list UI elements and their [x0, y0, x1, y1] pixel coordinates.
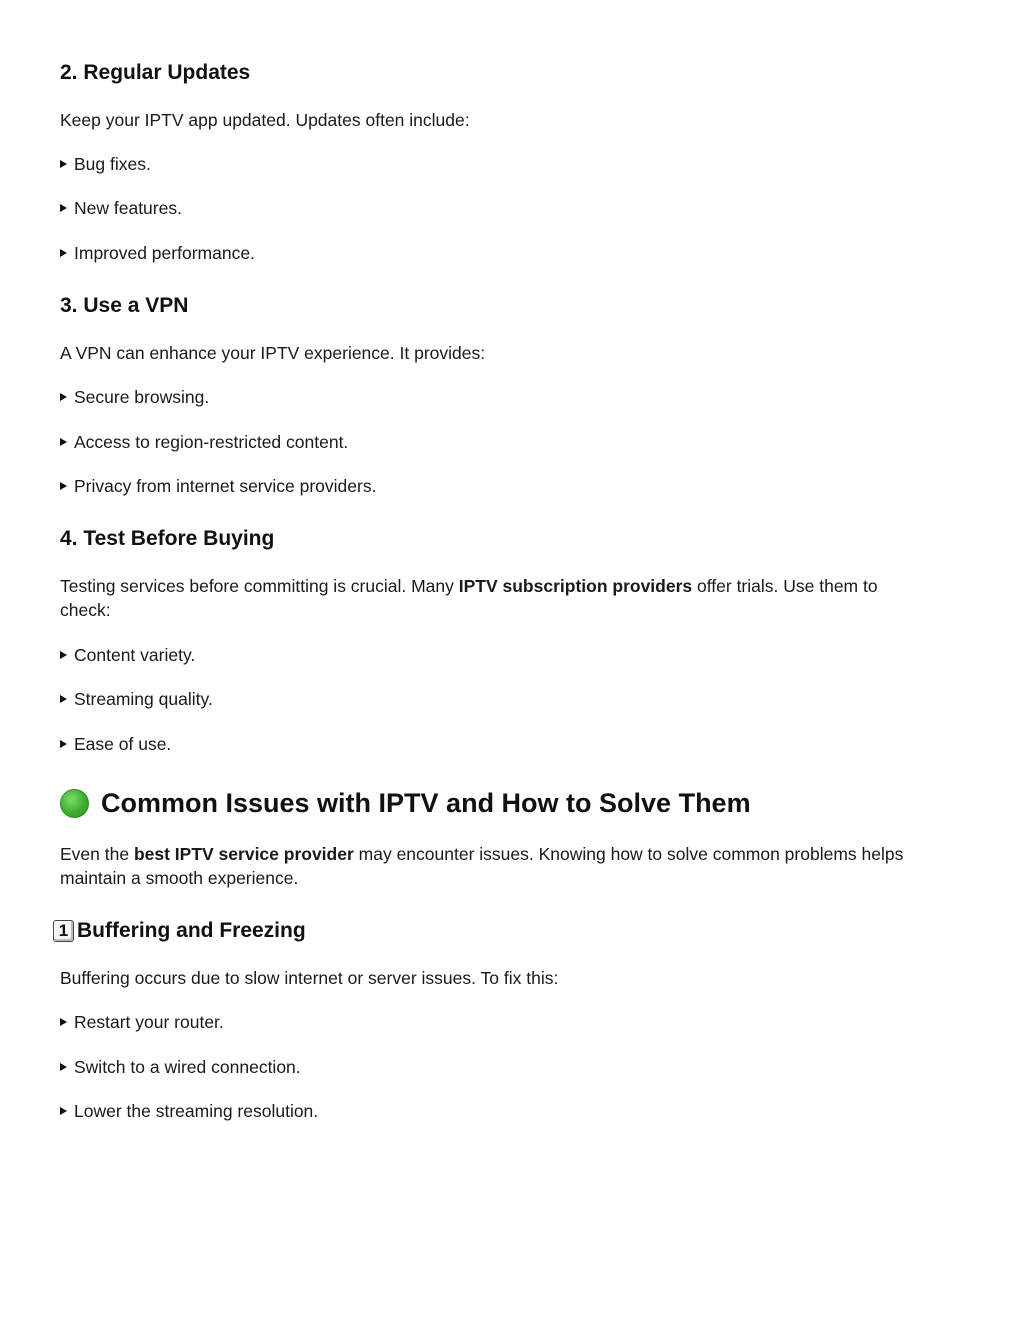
triangle-bullet-icon	[60, 204, 67, 212]
main-section-heading: Common Issues with IPTV and How to Solve Them	[60, 786, 751, 820]
section-intro-use-vpn: A VPN can enhance your IPTV experience. It provides:	[60, 343, 486, 363]
list-item: Content variety.	[60, 643, 195, 667]
main-section-intro: Even the best IPTV service provider may encounter issues. Knowing how to solve common problems helps maintain a smooth experience.	[60, 844, 904, 888]
triangle-bullet-icon	[60, 249, 67, 257]
triangle-bullet-icon	[60, 1018, 67, 1026]
list-item: New features.	[60, 196, 182, 220]
list-item: Switch to a wired connection.	[60, 1055, 301, 1079]
triangle-bullet-icon	[60, 160, 67, 168]
keycap-digit-icon: 1	[53, 920, 74, 942]
section-intro-regular-updates: Keep your IPTV app updated. Updates often include:	[60, 110, 470, 130]
list-item: Bug fixes.	[60, 152, 151, 176]
list-item: Access to region-restricted content.	[60, 430, 348, 454]
triangle-bullet-icon	[60, 651, 67, 659]
bold-phrase: best IPTV service provider	[133, 844, 354, 864]
triangle-bullet-icon	[60, 740, 67, 748]
section-heading-regular-updates: 2. Regular Updates	[60, 61, 251, 84]
triangle-bullet-icon	[60, 1107, 67, 1115]
subsection-heading-buffering: 1 Buffering and Freezing	[53, 918, 306, 944]
triangle-bullet-icon	[60, 438, 67, 446]
list-item: Restart your router.	[60, 1010, 224, 1034]
list-item: Streaming quality.	[60, 687, 213, 711]
triangle-bullet-icon	[60, 695, 67, 703]
triangle-bullet-icon	[60, 482, 67, 490]
green-circle-icon	[60, 789, 89, 818]
triangle-bullet-icon	[60, 1063, 67, 1071]
list-item: Improved performance.	[60, 241, 255, 265]
triangle-bullet-icon	[60, 393, 67, 401]
list-item: Lower the streaming resolution.	[60, 1099, 318, 1123]
section-heading-use-vpn: 3. Use a VPN	[60, 294, 189, 317]
subsection-intro-buffering: Buffering occurs due to slow internet or server issues. To fix this:	[60, 968, 559, 988]
section-intro-test-before-buying: Testing services before committing is crucial. Many IPTV subscription providers offer trials. Use them to check:	[60, 576, 878, 620]
list-item: Ease of use.	[60, 732, 171, 756]
section-heading-test-before-buying: 4. Test Before Buying	[60, 527, 275, 550]
list-item: Privacy from internet service providers.	[60, 474, 376, 498]
bold-phrase: IPTV subscription providers	[458, 576, 693, 596]
list-item: Secure browsing.	[60, 385, 209, 409]
